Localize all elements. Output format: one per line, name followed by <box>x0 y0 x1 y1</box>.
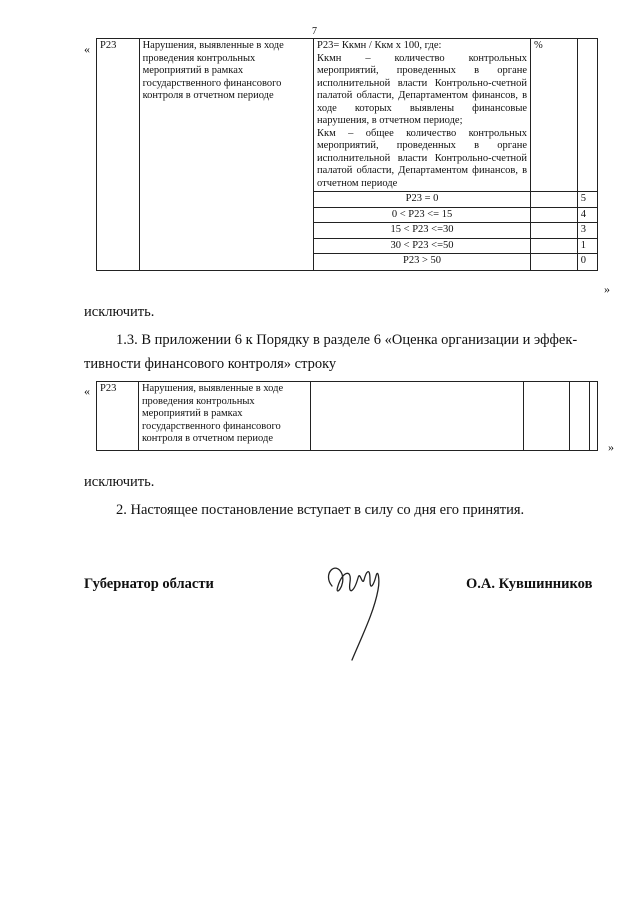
scale-score: 5 <box>577 192 597 208</box>
paragraph-1-3-line1: 1.3. В приложении 6 к Порядку в разделе 6 «Оценка организации и эффек- <box>116 332 578 348</box>
paragraph-2: 2. Настоящее постановление вступает в силу со дня его принятия. <box>116 502 525 518</box>
indicator-name: Нарушения, выявленные в ходе проведения контрольных мероприятий в рамках государственного финансового контроля в отчетном периоде <box>139 39 313 271</box>
empty-cell <box>577 39 597 192</box>
empty-cell <box>531 192 578 208</box>
page-number: 7 <box>312 26 317 37</box>
formula-line: Ккмн – количество контрольных мероприятий, проведенных в органе исполнительной власти Контрольно-счетной палатой области, Департаментом финансов, в ходе которых выявлены финансовые нарушения, в отчетном периоде; <box>317 52 528 126</box>
scale-score: 3 <box>577 223 597 239</box>
formula-line: Р23= Ккмн / Ккм х 100, где: <box>317 40 442 51</box>
indicator-code: Р23 <box>97 39 140 271</box>
paragraph-1-3-line2: тивности финансового контроля» строку <box>84 356 337 372</box>
empty-cell <box>524 382 570 451</box>
empty-cell <box>531 207 578 223</box>
empty-cell <box>531 254 578 271</box>
indicator-code: Р23 <box>97 382 139 451</box>
empty-cell <box>570 382 590 451</box>
exclude-text: исключить. <box>84 304 155 320</box>
open-quote: « <box>84 384 90 398</box>
empty-cell <box>589 382 597 451</box>
scale-condition: Р23 = 0 <box>314 192 531 208</box>
signature-position: Губернатор области <box>84 576 214 592</box>
scale-condition: 15 < Р23 <=30 <box>314 223 531 239</box>
indicator-table-excluded <box>96 381 598 451</box>
exclude-text: исключить. <box>84 474 155 490</box>
indicator-name: Нарушения, выявленные в ходе проведения контрольных мероприятий в рамках государственного финансового контроля в отчетном периоде <box>138 382 310 451</box>
open-quote: « <box>84 42 90 56</box>
close-quote: » <box>608 440 614 454</box>
handwritten-signature <box>318 556 398 666</box>
empty-cell <box>531 223 578 239</box>
empty-cell <box>310 382 523 451</box>
indicator-table-full <box>96 38 598 271</box>
scale-condition: 0 < Р23 <= 15 <box>314 207 531 223</box>
scale-condition: 30 < Р23 <=50 <box>314 238 531 254</box>
scale-condition: Р23 > 50 <box>314 254 531 271</box>
scale-score: 0 <box>577 254 597 271</box>
close-quote: » <box>604 282 610 296</box>
formula-line: Ккм – общее количество контрольных мероприятий, проведенных в органе исполнительной власти Контрольно-счетной палатой области, Департаментом финансов, в отчетном периоде <box>317 127 528 189</box>
indicator-unit: % <box>531 39 578 192</box>
indicator-formula <box>314 39 531 192</box>
empty-cell <box>531 238 578 254</box>
scale-score: 4 <box>577 207 597 223</box>
scale-score: 1 <box>577 238 597 254</box>
signature-name: О.А. Кувшинников <box>466 576 593 592</box>
